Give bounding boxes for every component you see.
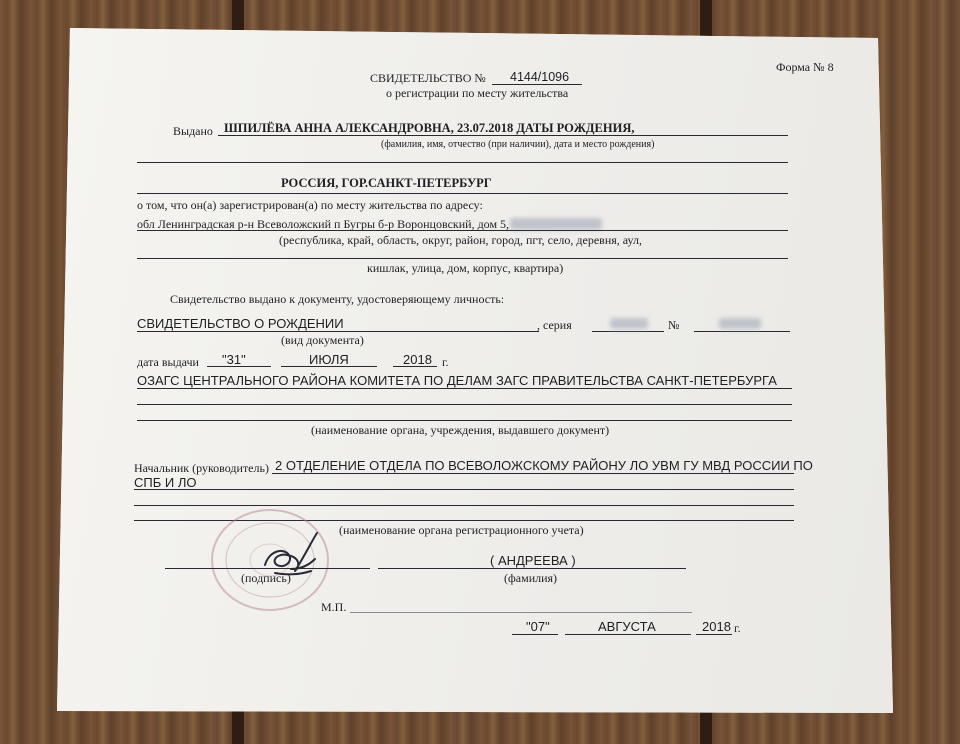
head-value-1: 2 ОТДЕЛЕНИЕ ОТДЕЛА ПО ВСЕВОЛОЖСКОМУ РАЙОНУ ЛО УВМ ГУ МВД РОССИИ ПО [275,458,813,473]
issue-year-line [393,366,437,367]
issued-to-line [218,135,788,136]
issue-year: 2018 [403,352,432,367]
head-value-2: СПБ И ЛО [134,475,197,490]
final-year-suffix: г. [734,621,741,635]
signature-line [165,568,370,569]
signatory-name: ( АНДРЕЕВА ) [490,553,576,568]
number-label: № [668,318,680,332]
certificate-title: СВИДЕТЕЛЬСТВО № [370,71,486,85]
issue-year-suffix: г. [442,355,449,369]
name-caption: (фамилия) [504,571,558,585]
document-number-line [694,331,790,332]
issue-date-label: дата выдачи [137,355,199,369]
final-month: АВГУСТА [598,619,656,634]
address-line [137,230,788,231]
redacted-apartment [510,218,602,230]
birthplace-line [137,193,788,194]
address-line-2 [137,258,788,259]
authority-caption: (наименование органа, учреждения, выдавшего документ) [311,423,610,437]
stamp-line [350,612,692,613]
issued-to-line-2 [137,162,788,163]
final-year-line [696,634,732,635]
final-year: 2018 [702,619,731,634]
issued-to-label: Выдано [173,124,213,138]
final-day-line [512,634,558,635]
series-line [592,331,664,332]
authority-line-3 [137,420,792,421]
signatory-name-line [378,568,686,569]
redacted-document-number [719,318,761,329]
address-caption-1: (республика, край, область, округ, район, город, пгт, село, деревня, аул, [279,233,642,247]
final-month-line [565,634,691,635]
form-label: Форма № 8 [776,60,834,74]
document-type-caption: (вид документа) [281,333,364,347]
certificate-number-line [492,84,582,85]
document-type-line [137,331,539,332]
issue-day-line [207,366,271,367]
address-caption-2: кишлак, улица, дом, корпус, квартира) [367,261,564,275]
birthplace-value: РОССИЯ, ГОР.САНКТ-ПЕТЕРБУРГ [281,176,492,190]
document-intro: Свидетельство выдано к документу, удостоверяющему личность: [170,292,505,306]
document-type: СВИДЕТЕЛЬСТВО О РОЖДЕНИИ [137,316,344,331]
issued-to-value: ШПИЛЁВА АННА АЛЕКСАНДРОВНА, 23.07.2018 ДАТЫ РОЖДЕНИЯ, [224,121,635,135]
issue-month: ИЮЛЯ [309,352,349,367]
head-caption: (наименование органа регистрационного учета) [339,523,584,537]
issuing-authority: ОЗАГС ЦЕНТРАЛЬНОГО РАЙОНА КОМИТЕТА ПО ДЕЛАМ ЗАГС ПРАВИТЕЛЬСТВА САНКТ-ПЕТЕРБУРГА [137,373,777,388]
head-label: Начальник (руководитель) [134,461,269,475]
address-value: обл Ленинградская р-н Всеволожский п Бугры б-р Воронцовский, дом 5, [137,217,510,231]
stamp-label: М.П. [321,600,347,614]
certificate-number: 4144/1096 [510,70,570,84]
head-line-2 [134,489,794,490]
series-label: , серия [537,318,572,332]
address-intro: о том, что он(а) зарегистрирован(а) по месту жительства по адресу: [137,198,483,212]
issue-day: "31" [222,352,246,367]
issue-month-line [281,366,377,367]
final-day: "07" [526,619,550,634]
issued-to-caption: (фамилия, имя, отчество (при наличии), дата и место рождения) [381,139,655,150]
authority-line-1 [137,388,792,389]
certificate-subtitle: о регистрации по месту жительства [386,86,569,100]
head-line-1 [272,473,794,474]
signature-caption: (подпись) [241,571,291,585]
authority-line-2 [137,404,792,405]
redacted-series [610,318,648,329]
